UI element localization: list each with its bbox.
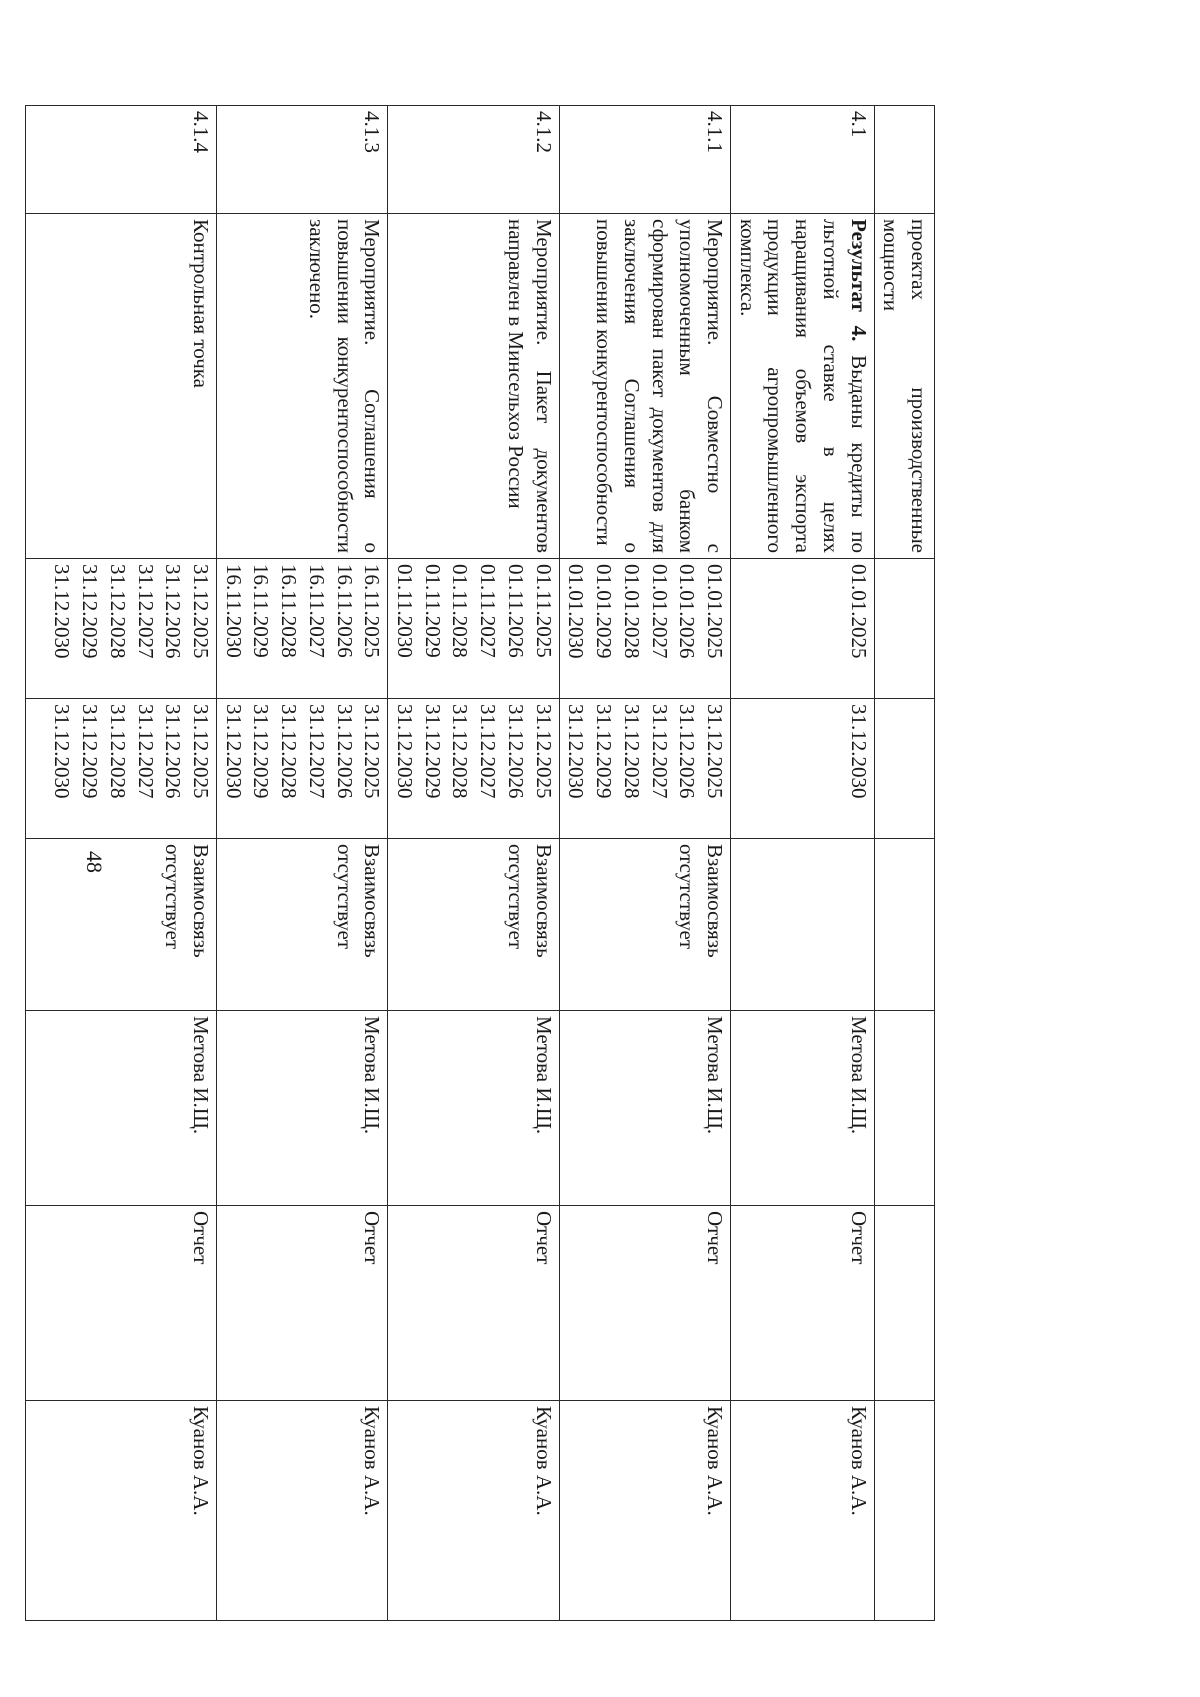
cell-number: 4.1.4: [26, 106, 217, 214]
start-date: 01.11.2030: [393, 564, 418, 658]
start-date: 01.11.2028: [448, 564, 473, 658]
start-date: 31.12.2027: [133, 564, 158, 659]
start-date: 16.11.2029: [249, 564, 274, 658]
cell-control: Куанов А.А.: [388, 1401, 559, 1621]
start-date: 01.11.2027: [476, 564, 501, 658]
cell-control: Куанов А.А.: [730, 1401, 874, 1621]
cell-document: Отчет: [26, 1206, 217, 1401]
end-date: 31.12.2025: [189, 704, 214, 799]
start-date: 01.01.2026: [675, 564, 700, 659]
cell-empty: [874, 1206, 934, 1401]
start-date: 31.12.2026: [161, 564, 186, 659]
cell-start-dates: [217, 559, 388, 699]
end-date: 31.12.2030: [564, 704, 589, 799]
cell-title: [26, 214, 217, 559]
cell-link: Взаимосвязь отсутствует: [26, 839, 217, 1011]
end-date: 31.12.2029: [592, 704, 617, 799]
start-date: 31.12.2030: [50, 564, 75, 659]
end-date: 31.12.2025: [531, 704, 556, 799]
table-row: [217, 106, 388, 1621]
cell-responsible: Метова И.Щ.: [559, 1011, 730, 1206]
cell-document: Отчет: [730, 1206, 874, 1401]
start-date: 31.12.2025: [189, 564, 214, 659]
start-date: 01.11.2026: [503, 564, 528, 658]
end-date: 31.12.2029: [78, 704, 103, 799]
cell-responsible: Метова И.Щ.: [217, 1011, 388, 1206]
cell-end-dates: [559, 699, 730, 839]
cell-link: Взаимосвязь отсутствует: [559, 839, 730, 1011]
start-date: 01.01.2028: [619, 564, 644, 659]
cell-end-dates: [217, 699, 388, 839]
cell-start-dates: [730, 559, 874, 699]
end-date: 31.12.2027: [476, 704, 501, 799]
title-rest: Контрольная точка: [189, 219, 214, 389]
cell-empty: [874, 699, 934, 839]
cell-end-dates: [388, 699, 559, 839]
cell-control: Куанов А.А.: [217, 1401, 388, 1621]
start-date: 01.01.2025: [702, 564, 727, 659]
end-date: 31.12.2029: [420, 704, 445, 799]
title-rest: Выданы кредиты по льготной ставке в целях наращивания объемов экспорта продукции агропромышленного комплекса.: [735, 219, 871, 553]
end-date: 31.12.2030: [393, 704, 418, 799]
cell-number: 4.1.1: [559, 106, 730, 214]
cell-document: Отчет: [559, 1206, 730, 1401]
end-date: 31.12.2030: [50, 704, 75, 799]
table-row-continuation: [874, 106, 934, 1621]
end-date: 31.12.2027: [304, 704, 329, 799]
start-date: 31.12.2029: [78, 564, 103, 659]
cell-title: [388, 214, 559, 559]
start-date: 16.11.2026: [332, 564, 357, 658]
cell-link: [730, 839, 874, 1011]
start-date: 16.11.2027: [304, 564, 329, 658]
cell-number: 4.1.3: [217, 106, 388, 214]
cell-responsible: Метова И.Щ.: [730, 1011, 874, 1206]
end-date: 31.12.2030: [846, 704, 871, 799]
cell-control: Куанов А.А.: [26, 1401, 217, 1621]
page-number: 48: [82, 851, 107, 873]
cell-document: Отчет: [217, 1206, 388, 1401]
cell-title: [217, 214, 388, 559]
end-date: 31.12.2028: [619, 704, 644, 799]
end-date: 31.12.2026: [503, 704, 528, 799]
end-date: 31.12.2026: [332, 704, 357, 799]
cell-number: 4.1: [730, 106, 874, 214]
cell-start-dates: [26, 559, 217, 699]
end-date: 31.12.2026: [161, 704, 186, 799]
end-date: 31.12.2030: [221, 704, 246, 799]
end-date: 31.12.2028: [448, 704, 473, 799]
cell-num-empty: [874, 106, 934, 214]
start-date: 01.01.2027: [647, 564, 672, 659]
end-date: 31.12.2025: [360, 704, 385, 799]
end-date: 31.12.2025: [702, 704, 727, 799]
start-date: 01.01.2029: [592, 564, 617, 659]
cell-control: Куанов А.А.: [559, 1401, 730, 1621]
title-bold: Результат 4.: [846, 219, 871, 342]
end-date: 31.12.2026: [675, 704, 700, 799]
start-date: 16.11.2028: [277, 564, 302, 658]
table-row: [730, 106, 874, 1621]
plan-table: [25, 105, 935, 1621]
start-date: 16.11.2030: [221, 564, 246, 658]
end-date: 31.12.2027: [133, 704, 158, 799]
cell-start-dates: [559, 559, 730, 699]
cell-empty: [874, 1401, 934, 1621]
start-date: 16.11.2025: [360, 564, 385, 658]
cell-link: Взаимосвязь отсутствует: [217, 839, 388, 1011]
end-date: 31.12.2029: [249, 704, 274, 799]
title-rest: Мероприятие. Соглашения о повышении конкурентоспособности заключено.: [304, 219, 385, 553]
cell-empty: [874, 559, 934, 699]
title-rest: Мероприятие. Пакет документов направлен в Минсельхоз России: [503, 219, 556, 553]
table-row: [388, 106, 559, 1621]
start-date: 01.11.2029: [420, 564, 445, 658]
cell-link: Взаимосвязь отсутствует: [388, 839, 559, 1011]
cell-title: [559, 214, 730, 559]
end-date: 31.12.2027: [647, 704, 672, 799]
cell-document: Отчет: [388, 1206, 559, 1401]
cell-start-dates: [388, 559, 559, 699]
cell-title: [730, 214, 874, 559]
cell-end-dates: [730, 699, 874, 839]
cell-empty: [874, 1011, 934, 1206]
start-date: 01.01.2030: [564, 564, 589, 659]
start-date: 01.11.2025: [531, 564, 556, 658]
title-rest: Мероприятие. Совместно с уполномоченным банком сформирован пакет документов для заключения Соглашения о повышении конкурентоспособности: [592, 219, 727, 553]
cell-number: 4.1.2: [388, 106, 559, 214]
cell-responsible: Метова И.Щ.: [26, 1011, 217, 1206]
cell-continuation-text: проектах производственные мощности: [874, 214, 934, 559]
end-date: 31.12.2028: [277, 704, 302, 799]
table-row: [26, 106, 217, 1621]
cell-empty: [874, 839, 934, 1011]
table-row: [559, 106, 730, 1621]
start-date: 31.12.2028: [105, 564, 130, 659]
end-date: 31.12.2028: [105, 704, 130, 799]
start-date: 01.01.2025: [846, 564, 871, 659]
cell-responsible: Метова И.Щ.: [388, 1011, 559, 1206]
cell-end-dates: [26, 699, 217, 839]
